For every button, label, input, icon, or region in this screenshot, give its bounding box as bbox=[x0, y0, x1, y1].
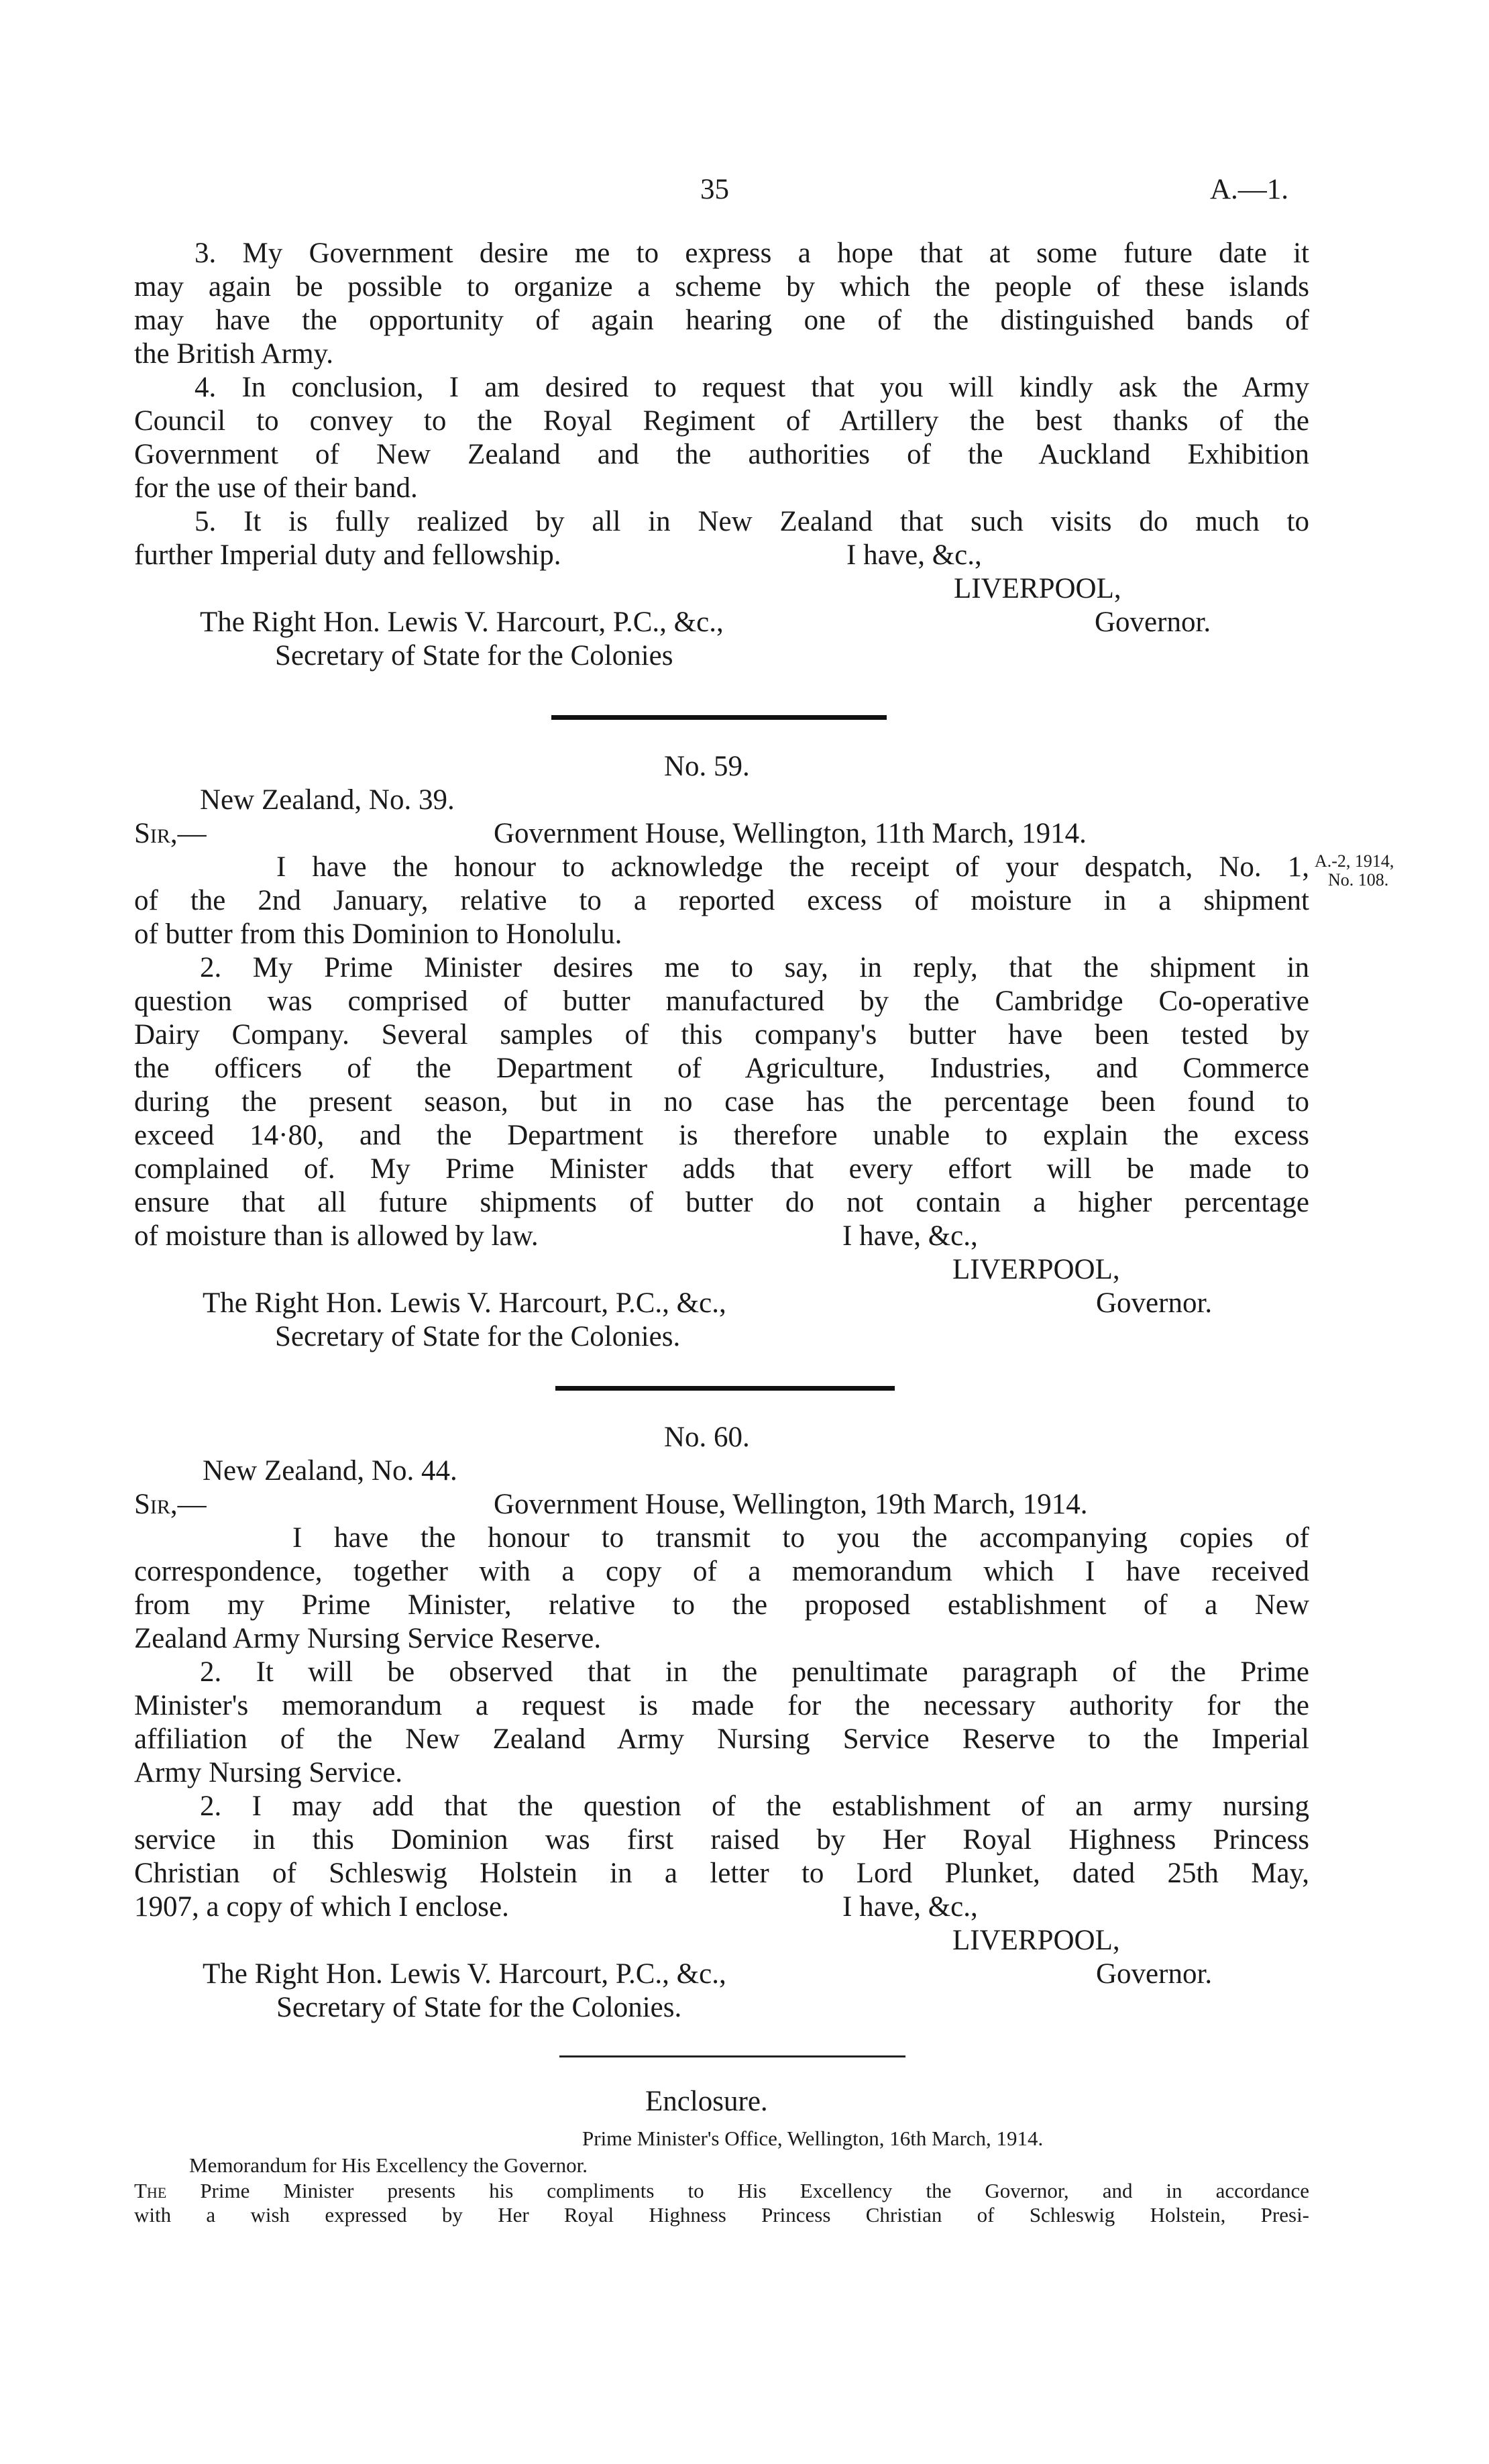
body-line: question was comprised of butter manufactured by the Cambridge Co-operative bbox=[134, 985, 1309, 1017]
closing: I have, &c., bbox=[842, 1220, 978, 1252]
margin-note: A.-2, 1914, bbox=[1315, 851, 1394, 871]
body-line: 1907, a copy of which I enclose. bbox=[134, 1891, 509, 1923]
section-divider bbox=[559, 2055, 905, 2057]
closing: I have, &c., bbox=[846, 539, 982, 571]
body-line: may again be possible to organize a scheme by which the people of these islands bbox=[134, 271, 1309, 303]
place-date: Government House, Wellington, 11th March, 1914. bbox=[494, 818, 1087, 849]
body-line: of butter from this Dominion to Honolulu. bbox=[134, 918, 622, 950]
body-line: 4. In conclusion, I am desired to request that you will kindly ask the Army bbox=[195, 372, 1309, 403]
enclosure-place-date: Prime Minister's Office, Wellington, 16th March, 1914. bbox=[582, 2127, 1044, 2150]
body-line: Army Nursing Service. bbox=[134, 1757, 403, 1788]
signer-title: Governor. bbox=[1096, 1958, 1213, 1990]
body-line: for the use of their band. bbox=[134, 472, 418, 504]
body-line: of the 2nd January, relative to a reported excess of moisture in a shipment bbox=[134, 885, 1309, 916]
body-line: Dairy Company. Several samples of this company's butter have been tested by bbox=[134, 1019, 1309, 1051]
salutation: Sir,— bbox=[134, 818, 207, 849]
body-line: Christian of Schleswig Holstein in a letter to Lord Plunket, dated 25th May, bbox=[134, 1858, 1309, 1889]
memo-title: Memorandum for His Excellency the Governor. bbox=[189, 2153, 588, 2177]
despatch-number: New Zealand, No. 44. bbox=[203, 1455, 457, 1487]
lead-word: The bbox=[134, 2179, 167, 2202]
body-line: service in this Dominion was first raised by Her Royal Highness Princess bbox=[134, 1824, 1309, 1856]
body-line: Council to convey to the Royal Regiment of Artillery the best thanks of the bbox=[134, 405, 1309, 437]
body-line: correspondence, together with a copy of a memorandum which I have received bbox=[134, 1556, 1309, 1587]
section-divider bbox=[555, 1386, 895, 1391]
body-line: complained of. My Prime Minister adds that every effort will be made to bbox=[134, 1153, 1309, 1185]
body-line: affiliation of the New Zealand Army Nursing Service Reserve to the Imperial bbox=[134, 1723, 1309, 1755]
signature: LIVERPOOL, bbox=[954, 573, 1121, 604]
addressee-title: Secretary of State for the Colonies. bbox=[276, 1992, 682, 2023]
addressee: The Right Hon. Lewis V. Harcourt, P.C., &c., bbox=[203, 1287, 726, 1319]
body-line: 2. It will be observed that in the penultimate paragraph of the Prime bbox=[200, 1656, 1309, 1688]
body-line: 2. I may add that the question of the establishment of an army nursing bbox=[200, 1790, 1309, 1822]
enclosure-heading: Enclosure. bbox=[645, 2086, 768, 2117]
signer-title: Governor. bbox=[1095, 606, 1211, 638]
memo-line: with a wish expressed by Her Royal Highness Princess Christian of Schleswig Holstein, Presi- bbox=[134, 2203, 1309, 2227]
page-number: 35 bbox=[700, 174, 729, 205]
body-line: ensure that all future shipments of butter do not contain a higher percentage bbox=[134, 1187, 1309, 1218]
letter-number: No. 60. bbox=[664, 1422, 750, 1453]
body-line: from my Prime Minister, relative to the proposed establishment of a New bbox=[134, 1589, 1309, 1621]
addressee: The Right Hon. Lewis V. Harcourt, P.C., &c., bbox=[200, 606, 724, 638]
body-line: the British Army. bbox=[134, 338, 334, 370]
memo-line bbox=[134, 2179, 1309, 2203]
closing: I have, &c., bbox=[842, 1891, 978, 1923]
place-date: Government House, Wellington, 19th March, 1914. bbox=[494, 1489, 1088, 1520]
margin-note: No. 108. bbox=[1328, 870, 1389, 890]
body-line: I have the honour to acknowledge the receipt of your despatch, No. 1, bbox=[276, 851, 1309, 883]
despatch-number: New Zealand, No. 39. bbox=[200, 784, 455, 816]
letter-number: No. 59. bbox=[664, 751, 750, 782]
body-line: 3. My Government desire me to express a hope that at some future date it bbox=[195, 237, 1309, 269]
body-line: exceed 14·80, and the Department is therefore unable to explain the excess bbox=[134, 1120, 1309, 1151]
body-line: of moisture than is allowed by law. bbox=[134, 1220, 539, 1252]
body-line: Government of New Zealand and the authorities of the Auckland Exhibition bbox=[134, 439, 1309, 470]
body-line: 5. It is fully realized by all in New Zealand that such visits do much to bbox=[195, 506, 1309, 537]
addressee-title: Secretary of State for the Colonies bbox=[275, 640, 673, 672]
salutation: Sir,— bbox=[134, 1489, 207, 1520]
body-line: may have the opportunity of again hearing one of the distinguished bands of bbox=[134, 305, 1309, 336]
body-line: 2. My Prime Minister desires me to say, in reply, that the shipment in bbox=[200, 952, 1309, 983]
signer-title: Governor. bbox=[1096, 1287, 1213, 1319]
paper-reference: A.—1. bbox=[1210, 174, 1289, 205]
signature: LIVERPOOL, bbox=[952, 1254, 1120, 1285]
body-line: the officers of the Department of Agriculture, Industries, and Commerce bbox=[134, 1053, 1309, 1084]
addressee: The Right Hon. Lewis V. Harcourt, P.C., &c., bbox=[203, 1958, 726, 1990]
body-line: during the present season, but in no case has the percentage been found to bbox=[134, 1086, 1309, 1118]
body-line: Zealand Army Nursing Service Reserve. bbox=[134, 1623, 602, 1654]
section-divider bbox=[551, 715, 887, 720]
body-line: Minister's memorandum a request is made for the necessary authority for the bbox=[134, 1690, 1309, 1721]
signature: LIVERPOOL, bbox=[952, 1925, 1120, 1956]
addressee-title: Secretary of State for the Colonies. bbox=[275, 1321, 681, 1352]
body-line: further Imperial duty and fellowship. bbox=[134, 539, 561, 571]
memo-line-text: Prime Minister presents his compliments to His Excellency the Governor, and in accordance bbox=[200, 2179, 1310, 2202]
body-line: I have the honour to transmit to you the accompanying copies of bbox=[292, 1522, 1309, 1554]
